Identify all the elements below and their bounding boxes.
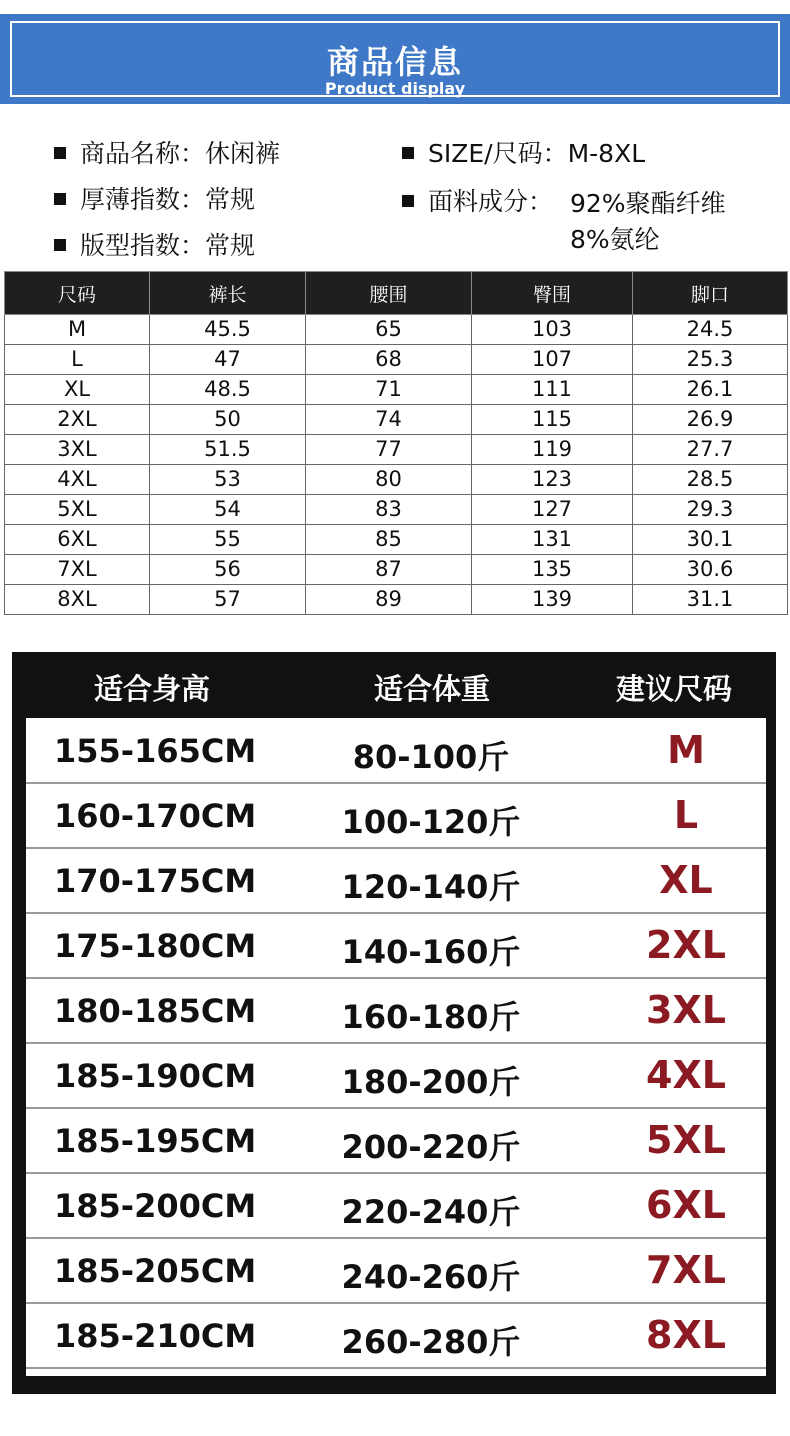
weight-range: 240-260斤 xyxy=(341,1258,521,1296)
table-cell: 4XL xyxy=(5,465,150,495)
height-range: 185-195CM xyxy=(54,1122,257,1160)
table-cell: 71 xyxy=(306,375,472,405)
table-cell: 5XL xyxy=(5,495,150,525)
table-cell: 80 xyxy=(306,465,472,495)
table-cell: 55 xyxy=(150,525,306,555)
header-cell: 尺码 xyxy=(5,272,150,315)
weight-range: 140-160斤 xyxy=(341,933,521,971)
table-cell: 29.3 xyxy=(633,495,788,525)
height-range: 185-205CM xyxy=(54,1252,257,1290)
weight-range: 120-140斤 xyxy=(341,868,521,906)
info-size-range xyxy=(402,134,645,170)
table-cell: 54 xyxy=(150,495,306,525)
weight-range: 100-120斤 xyxy=(341,803,521,841)
weight-range: 260-280斤 xyxy=(341,1323,521,1361)
table-row xyxy=(5,585,788,615)
table-cell: 57 xyxy=(150,585,306,615)
list-item xyxy=(26,978,766,1044)
header-height: 适合身高 xyxy=(93,672,210,706)
height-range: 170-175CM xyxy=(54,862,257,900)
table-cell: 74 xyxy=(306,405,472,435)
list-item xyxy=(26,1043,766,1109)
table-row xyxy=(5,375,788,405)
table-cell: 131 xyxy=(472,525,633,555)
info-text: 商品名称：休闲裤 xyxy=(80,139,281,168)
table-cell: M xyxy=(5,315,150,345)
weight-range: 80-100斤 xyxy=(352,738,510,776)
list-item xyxy=(26,1303,766,1369)
list-item xyxy=(26,1238,766,1304)
header-cell: 腰围 xyxy=(306,272,472,315)
recommendation-body xyxy=(26,718,766,1376)
table-cell: 6XL xyxy=(5,525,150,555)
info-product-name xyxy=(54,134,280,170)
info-text: 版型指数：常规 xyxy=(80,231,256,260)
header-size: 建议尺码 xyxy=(615,672,732,706)
table-cell: 25.3 xyxy=(633,345,788,375)
table-cell: 8XL xyxy=(5,585,150,615)
table-cell: 50 xyxy=(150,405,306,435)
table-row xyxy=(5,465,788,495)
table-cell: 89 xyxy=(306,585,472,615)
header-weight: 适合体重 xyxy=(373,672,490,706)
height-range: 185-200CM xyxy=(54,1187,257,1225)
square-bullet-icon xyxy=(54,147,66,159)
table-cell: XL xyxy=(5,375,150,405)
weight-range: 180-200斤 xyxy=(341,1063,521,1101)
info-text: SIZE/尺码：M-8XL xyxy=(428,139,646,168)
table-cell: 139 xyxy=(472,585,633,615)
suggested-size: 8XL xyxy=(646,1313,726,1357)
height-range: 175-180CM xyxy=(54,927,257,965)
table-cell: 26.1 xyxy=(633,375,788,405)
table-cell: 7XL xyxy=(5,555,150,585)
height-range: 185-210CM xyxy=(54,1317,257,1355)
list-item xyxy=(26,1108,766,1174)
table-cell: 65 xyxy=(306,315,472,345)
size-table-header xyxy=(5,272,788,315)
weight-range: 220-240斤 xyxy=(341,1193,521,1231)
banner-frame xyxy=(10,21,780,97)
weight-range: 160-180斤 xyxy=(341,998,521,1036)
height-range: 155-165CM xyxy=(54,732,257,770)
square-bullet-icon xyxy=(402,147,414,159)
table-cell: 119 xyxy=(472,435,633,465)
table-cell: 53 xyxy=(150,465,306,495)
list-item xyxy=(26,848,766,914)
table-row xyxy=(5,555,788,585)
table-row xyxy=(5,315,788,345)
suggested-size: 3XL xyxy=(646,988,726,1032)
table-cell: 135 xyxy=(472,555,633,585)
recommendation-table xyxy=(12,652,776,1394)
list-item xyxy=(26,718,766,784)
list-item xyxy=(26,783,766,849)
suggested-size: XL xyxy=(659,858,713,902)
info-thickness xyxy=(54,180,255,216)
table-cell: 103 xyxy=(472,315,633,345)
table-cell: 115 xyxy=(472,405,633,435)
table-row xyxy=(5,525,788,555)
table-cell: 87 xyxy=(306,555,472,585)
header-cell: 裤长 xyxy=(150,272,306,315)
table-cell: 2XL xyxy=(5,405,150,435)
info-text: 面料成分： xyxy=(428,187,554,216)
table-cell: 30.1 xyxy=(633,525,788,555)
suggested-size: M xyxy=(667,728,705,772)
square-bullet-icon xyxy=(54,239,66,251)
info-fabric xyxy=(402,182,553,218)
table-cell: 30.6 xyxy=(633,555,788,585)
table-cell: 68 xyxy=(306,345,472,375)
list-item xyxy=(26,1173,766,1239)
fabric-line-2: 8%氨纶 xyxy=(570,225,660,254)
table-cell: 26.9 xyxy=(633,405,788,435)
page-subtitle: Product display xyxy=(324,79,466,98)
suggested-size: L xyxy=(673,793,699,837)
table-cell: 83 xyxy=(306,495,472,525)
table-cell: 127 xyxy=(472,495,633,525)
table-cell: 3XL xyxy=(5,435,150,465)
table-cell: 56 xyxy=(150,555,306,585)
suggested-size: 7XL xyxy=(646,1248,726,1292)
table-row xyxy=(5,435,788,465)
square-bullet-icon xyxy=(402,195,414,207)
table-cell: 31.1 xyxy=(633,585,788,615)
fabric-line-1: 92%聚酯纤维 xyxy=(570,189,726,218)
table-cell: 45.5 xyxy=(150,315,306,345)
suggested-size: 4XL xyxy=(646,1053,726,1097)
table-cell: 77 xyxy=(306,435,472,465)
info-fit xyxy=(54,226,255,262)
recommendation-header xyxy=(12,652,776,718)
table-row xyxy=(5,405,788,435)
suggested-size: 5XL xyxy=(646,1118,726,1162)
height-range: 180-185CM xyxy=(54,992,257,1030)
table-cell: 24.5 xyxy=(633,315,788,345)
table-row xyxy=(5,345,788,375)
table-cell: 48.5 xyxy=(150,375,306,405)
table-cell: 51.5 xyxy=(150,435,306,465)
weight-range: 200-220斤 xyxy=(341,1128,521,1166)
table-cell: 85 xyxy=(306,525,472,555)
page-title: 商品信息 xyxy=(326,43,463,81)
height-range: 185-190CM xyxy=(54,1057,257,1095)
table-cell: 27.7 xyxy=(633,435,788,465)
suggested-size: 6XL xyxy=(646,1183,726,1227)
table-cell: 123 xyxy=(472,465,633,495)
square-bullet-icon xyxy=(54,193,66,205)
height-range: 160-170CM xyxy=(54,797,257,835)
list-item xyxy=(26,913,766,979)
suggested-size: 2XL xyxy=(646,923,726,967)
table-cell: L xyxy=(5,345,150,375)
size-table xyxy=(4,271,788,615)
header-cell: 臀围 xyxy=(472,272,633,315)
table-cell: 111 xyxy=(472,375,633,405)
table-cell: 47 xyxy=(150,345,306,375)
header-cell: 脚口 xyxy=(633,272,788,315)
info-text: 厚薄指数：常规 xyxy=(80,185,256,214)
table-cell: 107 xyxy=(472,345,633,375)
table-cell: 28.5 xyxy=(633,465,788,495)
table-row xyxy=(5,495,788,525)
header-banner xyxy=(0,14,790,104)
